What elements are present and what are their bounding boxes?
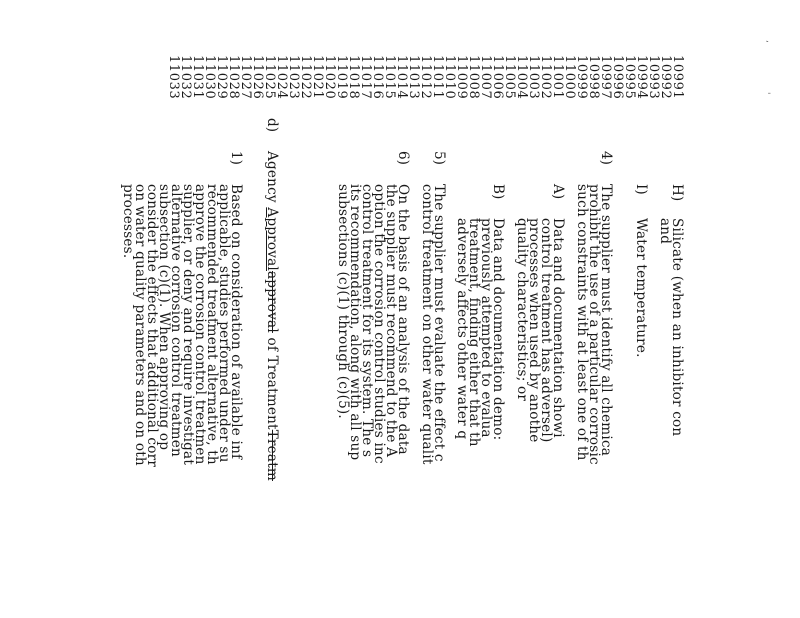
line-number: 11012 [418, 55, 433, 100]
scan-mark: ' [761, 92, 771, 95]
line-number: 11006 [490, 55, 505, 100]
item-6-line: control treatment for its system. The s [359, 184, 375, 458]
item-5-line: control treatment on other water qualit [419, 184, 435, 465]
item-1-text [122, 184, 242, 467]
item-4-text [576, 184, 612, 465]
item-i-text [635, 218, 647, 358]
heading-prefix: Agency [264, 151, 280, 208]
item-6-line: its recommendation, along with all sup [347, 184, 363, 461]
item-1-line: alternative corrosion control treatmen [168, 184, 184, 457]
line-number: 11013 [406, 55, 421, 100]
heading-middle: of Treatment [264, 332, 280, 430]
line-number: 11021 [310, 55, 325, 100]
item-1-line: approve the corrosion control treatmen [192, 184, 208, 465]
line-number: 10995 [622, 55, 637, 100]
line-number: 11001 [550, 55, 565, 100]
marker-6: 6) [395, 151, 411, 165]
item-1-line: consider the effects that additional corr [144, 184, 160, 468]
line-number: 10999 [574, 55, 589, 100]
line-number: 11007 [478, 55, 493, 100]
item-b-line: previously attempted to evalua [478, 218, 494, 438]
heading-deleted-text-2: Treatm [264, 429, 280, 481]
marker-4: 4) [598, 151, 614, 165]
marker-i: I) [633, 184, 649, 195]
item-1-line: applicable, studies performed under su [216, 184, 232, 463]
line-number: 11000 [562, 55, 577, 100]
item-a-line: quality characteristics; or [514, 218, 530, 402]
line-number: 11022 [298, 55, 313, 100]
line-number: 10993 [646, 55, 661, 100]
item-6-line: the supplier must recommend to the A [383, 184, 399, 458]
line-number: 11002 [538, 55, 553, 100]
item-1-line: supplier, or deny and require investigat [180, 184, 196, 466]
line-number: 11018 [346, 55, 361, 100]
line-number: 11004 [514, 55, 529, 100]
line-number: 11020 [322, 55, 337, 100]
item-a-line: control treatment has adversel) [538, 218, 554, 443]
item-6-line: option the corrosion control studies inc [371, 184, 387, 464]
line-number: 11030 [202, 55, 217, 100]
line-number-column [167, 55, 683, 117]
heading-deleted-text: approval [264, 270, 280, 333]
line-number: 11005 [502, 55, 517, 100]
item-5-line: The supplier must evaluate the effect c [431, 184, 447, 462]
marker-5: 5) [431, 151, 447, 165]
line-number: 11024 [274, 55, 289, 100]
line-number: 11008 [466, 55, 481, 100]
line-number: 10992 [658, 55, 673, 100]
line-number: 10991 [670, 55, 685, 100]
marker-h: H) [669, 184, 685, 202]
item-4-line: such constraints with at least one of th [574, 184, 590, 461]
line-number: 10998 [586, 55, 601, 100]
line-number: 11029 [214, 55, 229, 100]
line-number: 11011 [430, 55, 445, 100]
line-number: 11016 [370, 55, 385, 100]
item-b-text [456, 218, 504, 447]
marker-1: 1) [228, 151, 244, 165]
section-d-heading [266, 151, 278, 481]
item-6-line: On the basis of an analysis of the data [395, 184, 411, 455]
item-a-text [516, 218, 564, 442]
line-number: 11003 [526, 55, 541, 100]
item-i-line: Water temperature. [633, 218, 649, 358]
line-number: 11033 [166, 55, 181, 100]
item-5-text [421, 184, 445, 465]
marker-a: A) [550, 184, 566, 200]
line-number: 11017 [358, 55, 373, 100]
item-1-line: subsection (c)(1). When approving op [156, 184, 172, 451]
item-h-text [659, 218, 683, 436]
item-h-line: Silicate (when an inhibitor con [669, 218, 685, 437]
line-number: 10994 [634, 55, 649, 100]
item-6-line: subsections (c)(1) through (c)(5). [335, 184, 351, 419]
line-number: 11028 [226, 55, 241, 100]
heading-inserted-text: Approval [264, 207, 280, 271]
line-number: 10997 [598, 55, 613, 100]
line-number: 11023 [286, 55, 301, 100]
line-number: 11031 [190, 55, 205, 100]
marker-d: d) [264, 118, 280, 133]
line-number: 11010 [442, 55, 457, 100]
item-1-line: recommended treatment alternative, th [204, 184, 220, 465]
line-number: 11015 [382, 55, 397, 100]
item-6-text [337, 184, 409, 464]
line-number: 11032 [178, 55, 193, 100]
line-number: 11026 [250, 55, 265, 100]
line-number: 11027 [238, 55, 253, 100]
marker-b: B) [490, 184, 506, 200]
item-h-line: and [657, 218, 673, 245]
item-1-line: Based on consideration of available inf [228, 184, 244, 460]
item-1-line: on water quality parameters and on oth [132, 184, 148, 466]
item-1-line: processes. [120, 184, 136, 259]
item-b-line: treatment, finding either that th [466, 218, 482, 447]
line-number: 11014 [394, 55, 409, 100]
line-number: 11025 [262, 55, 277, 100]
item-a-line: Data and documentation showi [550, 218, 566, 438]
item-b-line: Data and documentation demo: [490, 218, 506, 441]
item-b-line: adversely affects other water q [454, 218, 470, 440]
line-number: 11009 [454, 55, 469, 100]
item-4-line: The supplier must identify all chemica [598, 184, 614, 457]
item-a-line: processes when used by anothe [526, 218, 542, 443]
line-number: 11019 [334, 55, 349, 100]
scan-mark: , [764, 40, 774, 43]
item-4-line: prohibit the use of a particular corrosic [586, 184, 602, 465]
line-number: 10996 [610, 55, 625, 100]
